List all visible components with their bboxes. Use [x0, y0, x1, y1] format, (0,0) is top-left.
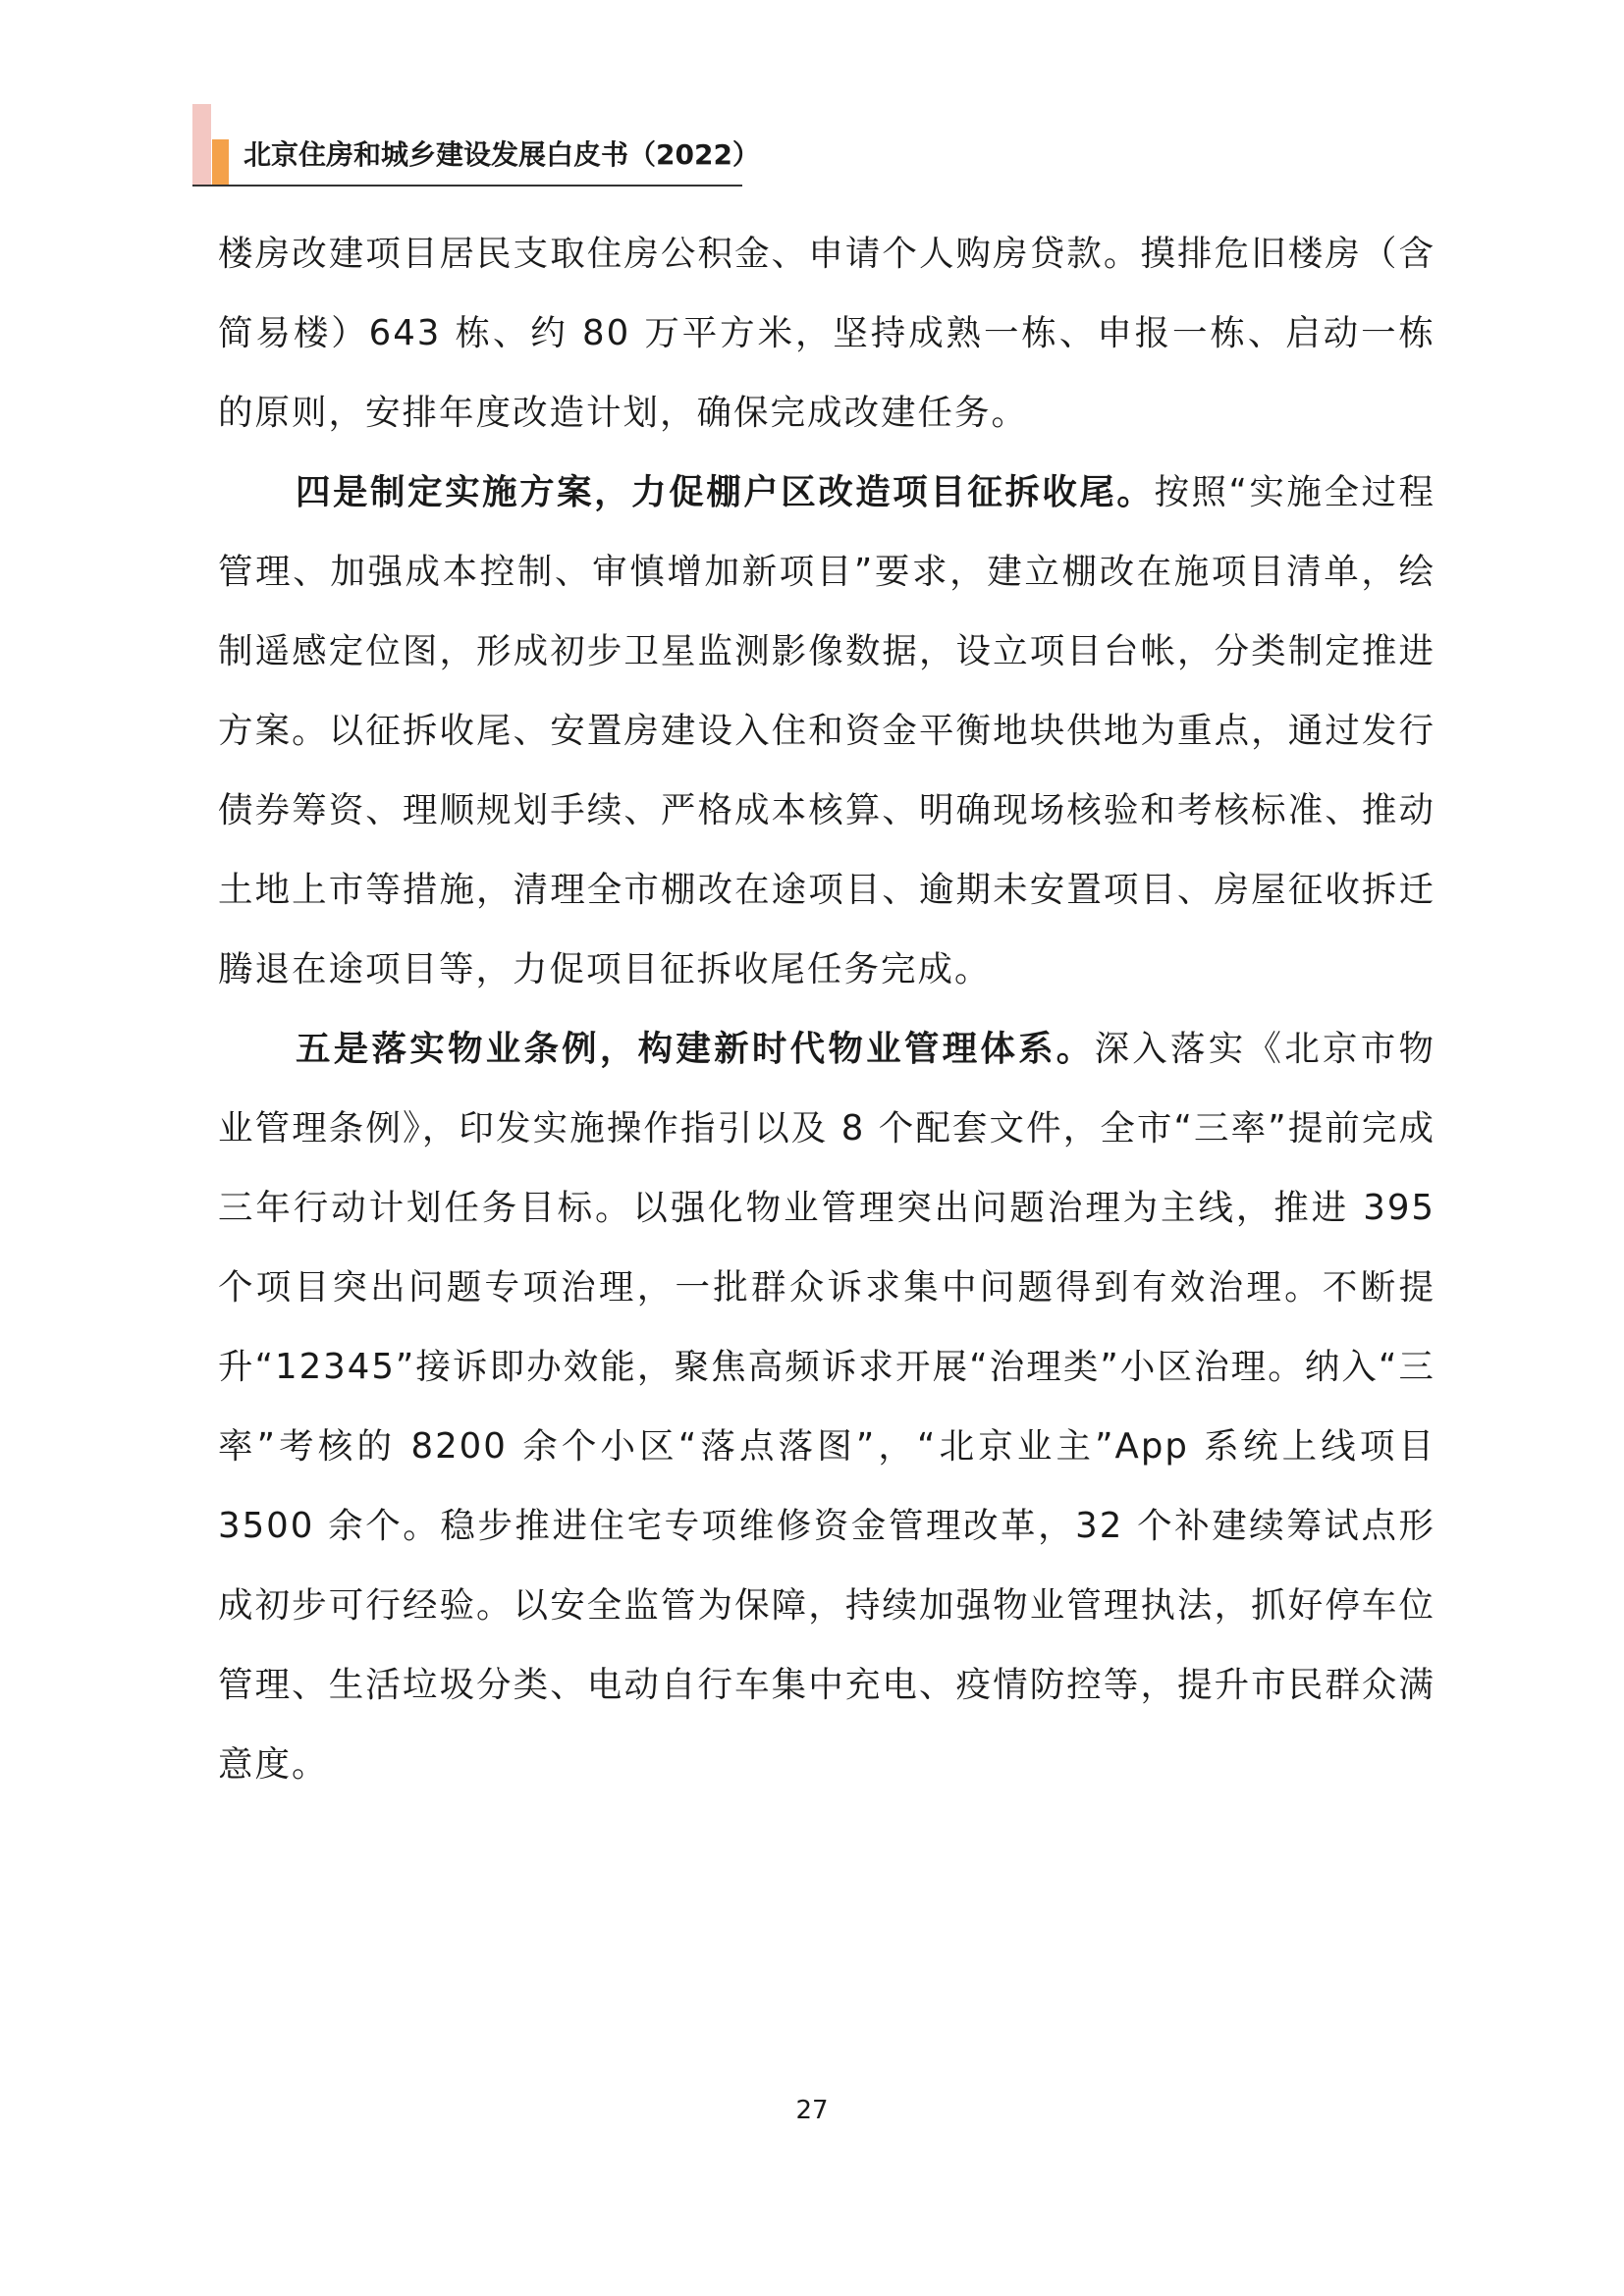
header-rule [192, 185, 742, 187]
header-accent-bar-orange [212, 139, 229, 185]
paragraph-continued [218, 214, 1435, 453]
paragraph-text: 按照“实施全过程管理、加强成本控制、审慎增加新项目”要求，建立棚改在施项目清单，绘制遥感定位图，形成初步卫星监测影像数据，设立项目台帐，分类制定推进方案。以征拆收尾、安置房建设入住和资金平衡地块供地为重点，通过发行债券筹资、理顺规划手续、严格成本核算、明确现场核验和考核标准、推动土地上市等措施，清理全市棚改在途项目、逾期未安置项目、房屋征收拆迁腾退在途项目等，力促项目征拆收尾任务完成。 [218, 472, 1435, 989]
paragraph-property-management [218, 1009, 1435, 1804]
header-accent-bar-pink [192, 104, 211, 185]
body-text [218, 214, 1435, 1804]
paragraph-lead: 四是制定实施方案，力促棚户区改造项目征拆收尾。 [296, 472, 1155, 512]
running-header [192, 104, 760, 187]
header-title: 北京住房和城乡建设发展白皮书（2022） [244, 138, 760, 171]
paragraph-lead: 五是落实物业条例，构建新时代物业管理体系。 [296, 1029, 1095, 1069]
paragraph-text: 楼房改建项目居民支取住房公积金、申请个人购房贷款。摸排危旧楼房（含简易楼）643 栋、约 80 万平方米，坚持成熟一栋、申报一栋、启动一栋的原则，安排年度改造计划，确保完成改建任务。 [218, 234, 1435, 433]
paragraph-shantytown-renovation [218, 453, 1435, 1009]
paragraph-text: 深入落实《北京市物业管理条例》，印发实施操作指引以及 8 个配套文件，全市“三率”提前完成三年行动计划任务目标。以强化物业管理突出问题治理为主线，推进 395 个项目突出问题专项治理，一批群众诉求集中问题得到有效治理。不断提升“12345”接诉即办效能，聚焦高频诉求开展“治理类”小区治理。纳入“三率”考核的 8200 余个小区“落点落图”，“北京业主”App 系统上线项目 3500 余个。稳步推进住宅专项维修资金管理改革，32 个补建续筹试点形成初步可行经验。以安全监管为保障，持续加强物业管理执法，抓好停车位管理、生活垃圾分类、电动自行车集中充电、疫情防控等，提升市民群众满意度。 [218, 1029, 1435, 1785]
page-number: 27 [795, 2096, 829, 2125]
